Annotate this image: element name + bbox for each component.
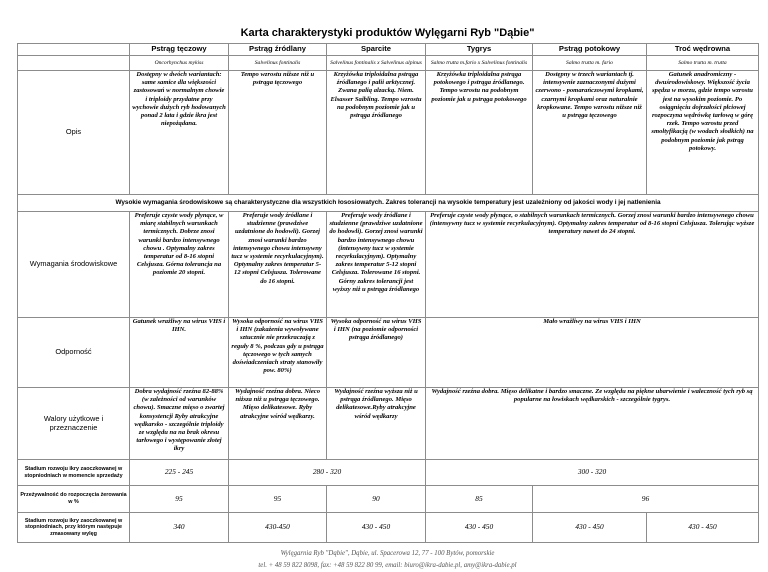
latin-name: Salvelinus fontinalis bbox=[229, 56, 327, 71]
przezywalnosc-cell: 85 bbox=[426, 486, 533, 513]
odpornosc-row bbox=[18, 318, 759, 388]
header-species-5: Pstrąg potokowy bbox=[533, 44, 647, 56]
latin-name: Salmo trutta m. fario bbox=[533, 56, 647, 71]
opis-cell: Dostępny w trzech wariantach tj. intensywnie zaznaczonymi dużymi czerwono - pomarańczowymi kropkami, czarnymi kropkami oraz naturalnie kropkowane. Tempo wzrostu niższe niż u pstrąga tęczowego bbox=[533, 71, 647, 195]
row-label-odpornosc: Odporność bbox=[18, 318, 130, 388]
stopniodnie-cell: 430-450 bbox=[229, 513, 327, 543]
row-label-przezywalnosc: Przeżywalność do rozpoczęcia żerowania w % bbox=[18, 486, 130, 513]
latin-name: Salmo trutta m.fario x Salvelinus fontinalis bbox=[426, 56, 533, 71]
latin-names-row bbox=[18, 56, 759, 71]
walory-cell: Wydajność rzeźna dobra. Mięso delikatne i bardzo smaczne. Ze względu na piękne ubarwienie i waleczność tych ryb są popularne na łowiskach wędkarskich - szczególnie tygrys. bbox=[426, 388, 759, 460]
walory-row bbox=[18, 388, 759, 460]
opis-cell: Krzyżówka triploidalna pstrąga źródlanego i palii arktycznej. Zwana palią alzacką. Niem. Elsasser Saibling. Tempo wzrostu na podobnym poziomie jak u pstrąga źródlanego bbox=[327, 71, 426, 195]
footer-address: Wylęgarnia Ryb "Dąbie", Dąbie, ul. Spacerowa 12, 77 - 100 Bytów, pomorskie bbox=[280, 550, 495, 557]
przezywalnosc-cell: 90 bbox=[327, 486, 426, 513]
opis-cell: Dostępny w dwóch wariantach: same samice dla większości zastosowań w normalnym chowie i triploidy przydatne przy wychowie dużych ryb hodowanych ponad 2 lata i gdzie ikra jest niepożądana. bbox=[130, 71, 229, 195]
latin-name: Oncorhynchus mykiss bbox=[130, 56, 229, 71]
przezywalnosc-row bbox=[18, 486, 759, 513]
odpornosc-cell: Mało wrażliwy na wirus VHS i IHN bbox=[426, 318, 759, 388]
row-label-stadium: Stadium rozwoju ikry zaoczkowanej w stopniodniach w momencie sprzedaży bbox=[18, 460, 130, 486]
row-label-wymagania: Wymagania środowiskowe bbox=[18, 212, 130, 318]
walory-cell: Wydajność rzeźna wyższa niż u pstrąga źródlanego. Mięso delikatesowe.Ryby atrakcyjne wśród wędkarzy bbox=[327, 388, 426, 460]
row-label-opis: Opis bbox=[18, 71, 130, 195]
document-page bbox=[17, 0, 758, 572]
document-title: Karta charakterystyki produktów Wylęgarni Ryb "Dąbie" bbox=[240, 27, 535, 39]
wymagania-cell: Preferuje wody źródlane i studzienne (prawdziwe uzdatnione do hodowli). Gorzej znosi warunki bardzo intensywnego chowu (intensywny tucz w systemie recyrkulacyjnym). Optymalny zakres temperatur 5-12 stopni Celsjusza. Tolerowane 16 stopni. Górny zakres tolerancji jest wyższy niż u pstrąga źródlanego bbox=[327, 212, 426, 318]
wymagania-cell: Preferuje czyste wody płynące, o stabilnych warunkach termicznych. Gorzej znosi warunki bardzo intensywnego chowu (intensywny tucz w systemie recyrkulacyjnym). Optymalny zakres temperatur od 8-16 stopni Celsjusza. Tolerując wyższe temperatury nawet do 24 stopni. bbox=[426, 212, 759, 318]
footer bbox=[17, 548, 758, 572]
environment-note: Wysokie wymagania środowiskowe są charakterystyczne dla wszystkich łososiowatych. Zakres tolerancji na wysokie temperatury jest uzależniony od jakości wody i jej natlenienia bbox=[18, 195, 759, 212]
opis-cell: Gatunek anadromiczny - dwuśrodowiskowy. Większość życia spędza w morzu, gdzie tempo wzrostu jest na wysokim poziomie. Po osiągnięciu dojrzałości płciowej rozpoczyna wędrówkę tarłową w górę rzek. Tempo wzrostu przed smoltyfikacją (w wodach słodkich) na podobnym poziomie jak pstrąg potokowy. bbox=[647, 71, 759, 195]
stopniodnie-cell: 430 - 450 bbox=[533, 513, 647, 543]
stadium-cell: 225 - 245 bbox=[130, 460, 229, 486]
opis-cell: Krzyżówka triploidalna pstrąga potokowego i pstrąga źródlanego. Tempo wzrostu na podobnym poziomie jak u pstrąga potokowego bbox=[426, 71, 533, 195]
header-empty bbox=[18, 44, 130, 56]
odpornosc-cell: Wysoka odporność na wirus VHS i IHN (na poziomie odporności pstrąga źródlanego) bbox=[327, 318, 426, 388]
header-species-3: Sparcite bbox=[327, 44, 426, 56]
stopniodnie-cell: 430 - 450 bbox=[647, 513, 759, 543]
header-species-6: Troć wędrowna bbox=[647, 44, 759, 56]
stopniodnie-cell: 340 bbox=[130, 513, 229, 543]
row-label-walory: Walory użytkowe i przeznaczenie bbox=[18, 388, 130, 460]
wymagania-cell: Preferuje czyste wody płynące, w miarę stabilnych warunkach termicznych. Dobrze znosi warunki bardzo intensywnego chowu . Optymalny zakres temperatur od 8-16 stopni Celsjusza. Górna tolerancja na poziomie 20 stopni. bbox=[130, 212, 229, 318]
latin-name: Salmo trutta m. trutta bbox=[647, 56, 759, 71]
header-row bbox=[18, 44, 759, 56]
product-table bbox=[17, 43, 759, 543]
opis-cell: Tempo wzrostu niższe niż u pstrąga tęczowego bbox=[229, 71, 327, 195]
header-species-4: Tygrys bbox=[426, 44, 533, 56]
przezywalnosc-cell: 95 bbox=[130, 486, 229, 513]
note-row bbox=[18, 195, 759, 212]
latin-name: Salvelinus fontinalis x Salvelinus alpinus bbox=[327, 56, 426, 71]
odpornosc-cell: Gatunek wrażliwy na wirus VHS i IHN. bbox=[130, 318, 229, 388]
wymagania-cell: Preferuje wody źródlane i studzienne (prawdziwe uzdatnione do hodowli). Gorzej znosi warunki bardzo intensywnego chowu intensywny tucz w systemie recyrkulacyjnym). Optymalny zakres temperatur 5-12 stopni Celsjusza. Tolerowane do 16 stopni. bbox=[229, 212, 327, 318]
header-species-2: Pstrąg źródlany bbox=[229, 44, 327, 56]
header-species-1: Pstrąg tęczowy bbox=[130, 44, 229, 56]
stadium-cell: 280 - 320 bbox=[229, 460, 426, 486]
latin-empty bbox=[18, 56, 130, 71]
stadium-row bbox=[18, 460, 759, 486]
walory-cell: Wydajność rzeźna dobra. Nieco niższa niż u pstrąga tęczowego. Mięso delikatesowe. Ryby atrakcyjne wśród wędkarzy. bbox=[229, 388, 327, 460]
przezywalnosc-cell: 96 bbox=[533, 486, 759, 513]
footer-contact: tel. + 48 59 822 8098, fax: +48 59 822 80 99, email: biuro@ikra-dabie.pl, amy@ikra-dabie.pl bbox=[258, 562, 517, 569]
przezywalnosc-cell: 95 bbox=[229, 486, 327, 513]
odpornosc-cell: Wysoka odporność na wirus VHS i IHN (zakażenia wywoływane sztucznie nie przekraczają z reguły 8 %, podczas gdy u pstrąga tęczowego w tych samych doświadczeniach straty stanowiły pow. 80%) bbox=[229, 318, 327, 388]
wymagania-row bbox=[18, 212, 759, 318]
opis-row bbox=[18, 71, 759, 195]
walory-cell: Dobra wydajność rzeźna 82-88% (w zależności od warunków chowu). Smaczne mięso o zwartej konsystencji Ryby atrakcyjne wędkarsko - szczególnie triploidy ze względu na na brak okresu tarłowego i występowanie złotej ikry bbox=[130, 388, 229, 460]
stadium-cell: 300 - 320 bbox=[426, 460, 759, 486]
stopniodnie-cell: 430 - 450 bbox=[327, 513, 426, 543]
row-label-stopniodnie: Stadium rozwoju ikry zaoczkowanej w stopniodniach, przy którym następuje zmasowany wylęg bbox=[18, 513, 130, 543]
stopniodnie-cell: 430 - 450 bbox=[426, 513, 533, 543]
stopniodnie-row bbox=[18, 513, 759, 543]
